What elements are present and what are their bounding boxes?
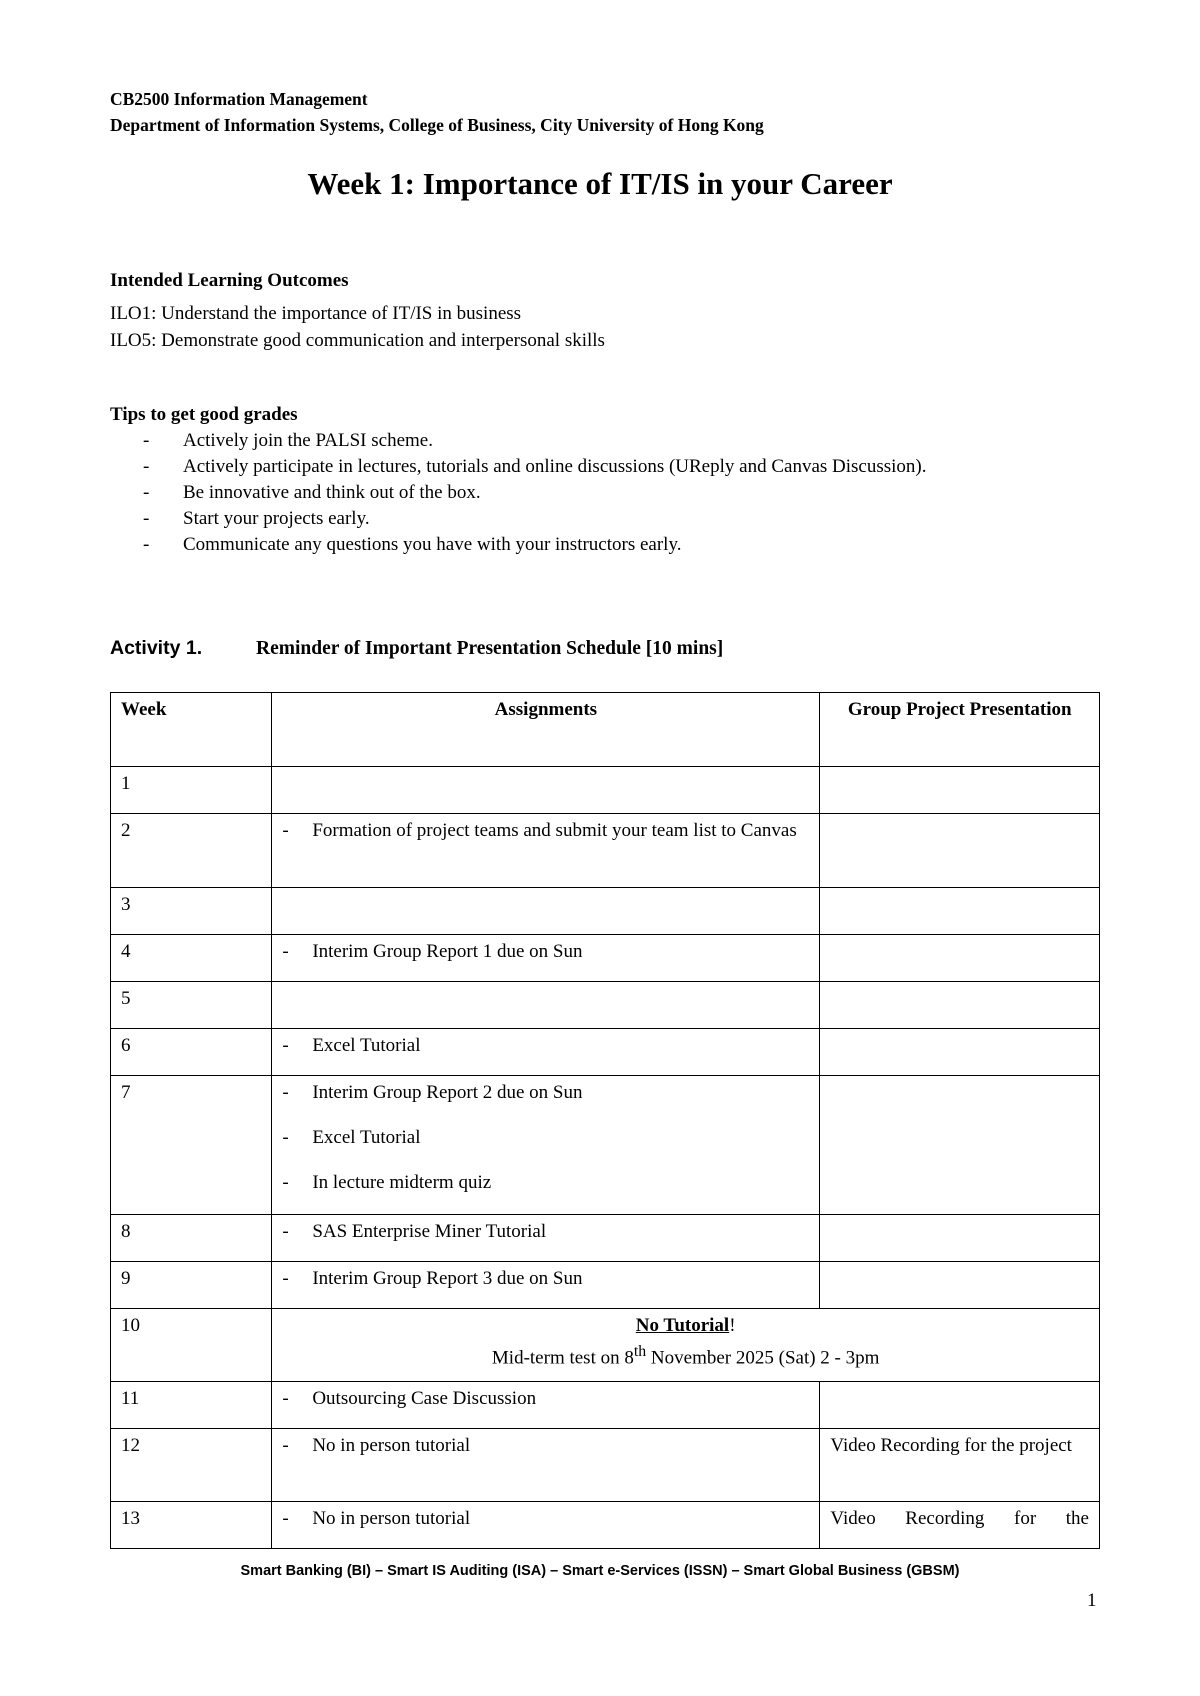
table-row [111, 1382, 1100, 1429]
assignments-cell [272, 1076, 820, 1215]
assignment-item [282, 1386, 809, 1412]
tips-list [143, 428, 927, 558]
week-cell: 4 [111, 935, 272, 982]
presentation-text: Video Recording for the [830, 1508, 1089, 1529]
assignments-cell [272, 1429, 820, 1502]
assignments-cell [272, 1502, 820, 1549]
activity-title: Reminder of Important Presentation Schedule [10 mins] [256, 638, 724, 659]
assignment-item [282, 1219, 809, 1245]
week-cell: 10 [111, 1309, 272, 1382]
assignments-cell [272, 1215, 820, 1262]
presentation-text: Video Recording for the project [830, 1435, 1072, 1456]
assignment-item [282, 939, 809, 965]
assignment-text: In lecture midterm quiz [312, 1172, 492, 1193]
assignments-cell [272, 814, 820, 888]
schedule-table [110, 692, 1100, 1549]
bullet-dash: - [282, 1172, 289, 1193]
presentation-cell [820, 814, 1100, 888]
table-row [111, 1309, 1100, 1382]
week-cell: 7 [111, 1076, 272, 1215]
activity-label: Activity 1. [110, 637, 203, 659]
assignment-item [282, 1170, 809, 1196]
header-assignments: Assignments [272, 693, 820, 767]
tip-item [143, 532, 927, 558]
table-row [111, 814, 1100, 888]
activity-heading [110, 637, 723, 660]
tip-text: Start your projects early. [183, 508, 370, 529]
no-tutorial-mark: ! [729, 1315, 736, 1336]
assignments-cell [272, 1029, 820, 1076]
midterm-suffix: November 2025 (Sat) 2 - 3pm [646, 1347, 880, 1369]
week-cell: 11 [111, 1382, 272, 1429]
week-cell: 9 [111, 1262, 272, 1309]
bullet-dash: - [282, 820, 289, 841]
header-presentation: Group Project Presentation [820, 693, 1100, 767]
presentation-cell [820, 888, 1100, 935]
bullet-dash: - [282, 1268, 289, 1289]
bullet-dash: - [143, 456, 150, 477]
tip-item [143, 454, 927, 480]
presentation-cell [820, 1029, 1100, 1076]
table-row [111, 1029, 1100, 1076]
table-row [111, 982, 1100, 1029]
week-cell: 6 [111, 1029, 272, 1076]
presentation-cell [820, 1215, 1100, 1262]
assignments-cell [272, 982, 820, 1029]
tip-text: Be innovative and think out of the box. [183, 482, 481, 503]
assignment-item [282, 1125, 809, 1151]
table-row [111, 1215, 1100, 1262]
assignments-cell [272, 1262, 820, 1309]
week-cell: 2 [111, 814, 272, 888]
midterm-notice [282, 1339, 1089, 1371]
assignment-text: Formation of project teams and submit your team list to Canvas [312, 820, 797, 841]
tip-item [143, 480, 927, 506]
bullet-dash: - [143, 482, 150, 503]
week-cell: 8 [111, 1215, 272, 1262]
week-cell: 12 [111, 1429, 272, 1502]
assignments-cell [272, 888, 820, 935]
table-row [111, 1502, 1100, 1549]
assignment-text: SAS Enterprise Miner Tutorial [312, 1221, 547, 1242]
assignments-cell [272, 1382, 820, 1429]
assignment-text: Interim Group Report 2 due on Sun [312, 1082, 583, 1103]
table-row [111, 888, 1100, 935]
department-name: Department of Information Systems, College of Business, City University of Hong Kong [110, 115, 764, 135]
page-number: 1 [1087, 1590, 1097, 1611]
tip-text: Communicate any questions you have with your instructors early. [183, 534, 682, 555]
tip-text: Actively participate in lectures, tutorials and online discussions (UReply and Canvas Discussion). [183, 456, 927, 477]
bullet-dash: - [143, 508, 150, 529]
week-cell: 13 [111, 1502, 272, 1549]
presentation-cell [820, 935, 1100, 982]
presentation-cell [820, 1076, 1100, 1215]
table-row [111, 1262, 1100, 1309]
presentation-cell [820, 1262, 1100, 1309]
ilo-item: ILO5: Demonstrate good communication and interpersonal skills [110, 330, 605, 351]
assignment-text: Interim Group Report 3 due on Sun [312, 1268, 583, 1289]
assignment-text: Excel Tutorial [312, 1127, 421, 1148]
page-footer: Smart Banking (BI) – Smart IS Auditing (ISA) – Smart e-Services (ISSN) – Smart Global Business (GBSM) [240, 1563, 960, 1579]
page-title: Week 1: Importance of IT/IS in your Career [307, 166, 893, 201]
bullet-dash: - [282, 1127, 289, 1148]
presentation-cell [820, 1382, 1100, 1429]
bullet-dash: - [282, 941, 289, 962]
ilo-list [110, 300, 605, 354]
bullet-dash: - [282, 1082, 289, 1103]
bullet-dash: - [282, 1435, 289, 1456]
assignments-cell [272, 767, 820, 814]
assignment-item [282, 1433, 809, 1459]
no-tutorial-notice [282, 1313, 1089, 1339]
table-header-row [111, 693, 1100, 767]
assignment-item [282, 818, 809, 844]
bullet-dash: - [282, 1221, 289, 1242]
assignment-text: No in person tutorial [312, 1508, 471, 1529]
table-row [111, 935, 1100, 982]
presentation-cell [820, 1502, 1100, 1549]
no-tutorial-label: No Tutorial [635, 1315, 730, 1336]
ilo-heading: Intended Learning Outcomes [110, 270, 349, 291]
week-cell: 3 [111, 888, 272, 935]
presentation-cell [820, 1429, 1100, 1502]
bullet-dash: - [143, 534, 150, 555]
assignment-item [282, 1033, 809, 1059]
presentation-cell [820, 767, 1100, 814]
assignment-text: No in person tutorial [312, 1435, 471, 1456]
tips-heading: Tips to get good grades [110, 404, 298, 425]
bullet-dash: - [282, 1508, 289, 1529]
midterm-prefix: Mid-term test on 8 [491, 1347, 634, 1369]
tip-text: Actively join the PALSI scheme. [183, 430, 433, 451]
table-row [111, 1429, 1100, 1502]
assignment-item [282, 1080, 809, 1106]
course-name: CB2500 Information Management [110, 89, 368, 109]
bullet-dash: - [282, 1035, 289, 1056]
bullet-dash: - [143, 430, 150, 451]
assignment-item [282, 1506, 809, 1532]
bullet-dash: - [282, 1388, 289, 1409]
assignment-item [282, 1266, 809, 1292]
table-row [111, 1076, 1100, 1215]
tip-item [143, 506, 927, 532]
table-row [111, 767, 1100, 814]
ilo-item: ILO1: Understand the importance of IT/IS in business [110, 303, 522, 324]
week-cell: 5 [111, 982, 272, 1029]
midterm-ordinal: th [633, 1343, 647, 1360]
week-cell: 1 [111, 767, 272, 814]
tip-item [143, 428, 927, 454]
assignment-text: Interim Group Report 1 due on Sun [312, 941, 583, 962]
assignment-text: Outsourcing Case Discussion [312, 1388, 537, 1409]
document-header [110, 86, 764, 138]
presentation-cell [820, 982, 1100, 1029]
header-week: Week [111, 693, 272, 767]
assignment-text: Excel Tutorial [312, 1035, 421, 1056]
assignments-cell [272, 935, 820, 982]
no-tutorial-cell [272, 1309, 1100, 1382]
